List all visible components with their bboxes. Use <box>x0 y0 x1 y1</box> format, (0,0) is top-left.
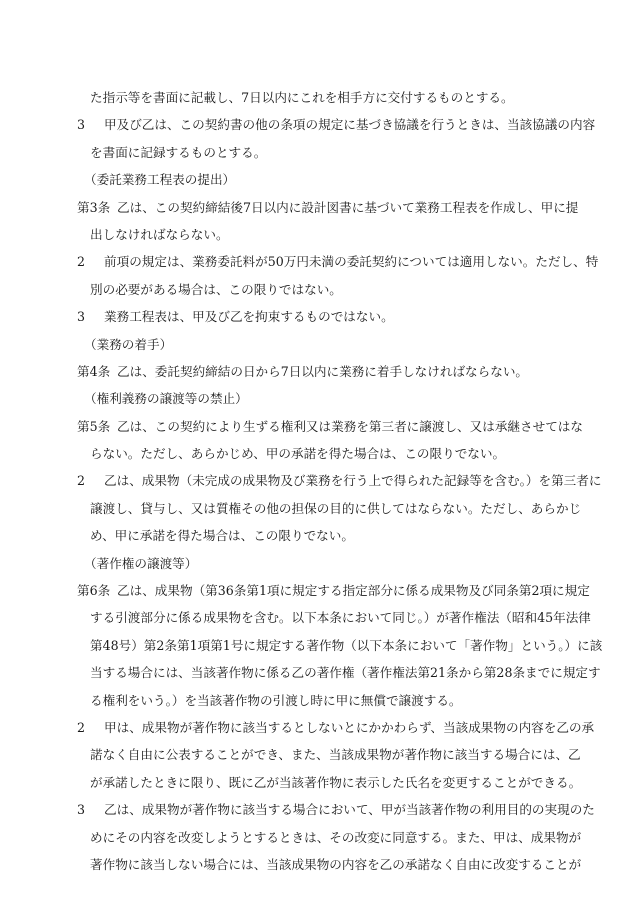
clause-item-line <box>0 467 630 494</box>
article-text: 乙は、成果物（第36条第1項に規定する指定部分に係る成果物及び同条第2項に規定 <box>117 583 590 599</box>
continuation-line: 譲渡し、貸与し、又は質権その他の担保の目的に供してはならない。ただし、あらかじ <box>90 500 582 516</box>
clause-text: 甲及び乙は、この契約書の他の条項の規定に基づき協議を行うときは、当該協議の内容 <box>104 117 596 133</box>
continuation-line: する引渡部分に係る成果物を含む。以下本条において同じ。）が著作権法（昭和45年法律 <box>90 610 591 626</box>
article-line <box>0 413 630 440</box>
article-label: 第6条 <box>77 583 111 599</box>
continuation-line: が承諾したときに限り、既に乙が当該著作物に表示した氏名を変更することができる。 <box>90 774 582 790</box>
continuation-line: を書面に記録するものとする。 <box>90 144 267 160</box>
continuation-line: 当する場合には、当該著作物に係る乙の著作権（著作権法第21条から第28条までに規定す <box>90 665 601 681</box>
continuation-line: 第48号）第2条第1項第1号に規定する著作物（以下本条において「著作物」という。）に該 <box>90 637 603 653</box>
article-heading: （著作権の譲渡等） <box>84 555 198 571</box>
clause-item-line <box>0 111 630 138</box>
article-text: 乙は、この契約により生ずる権利又は業務を第三者に譲渡し、又は承継させてはな <box>117 418 583 434</box>
article-label: 第4条 <box>77 363 111 379</box>
clause-text: 業務工程表は、甲及び乙を拘束するものではない。 <box>104 309 394 325</box>
continuation-line: た指示等を書面に記載し、7日以内にこれを相手方に交付するものとする。 <box>90 90 514 105</box>
continuation-line: 諾なく自由に公表することができ、また、当該成果物が著作物に該当する場合には、乙 <box>90 747 581 763</box>
continuation-line: 別の必要がある場合は、この限りではない。 <box>90 281 342 297</box>
article-text: 乙は、委託契約締結の日から7日以内に業務に着手しなければならない。 <box>117 363 529 379</box>
clause-number: 2 <box>77 719 86 735</box>
continuation-line: め、甲に承諾を得た場合は、この限りでない。 <box>90 528 354 544</box>
article-text: 乙は、この契約締結後7日以内に設計図書に基づいて業務工程表を作成し、甲に提 <box>117 199 579 215</box>
continuation-line: 出しなければならない。 <box>90 226 229 242</box>
clause-number: 3 <box>77 309 86 325</box>
article-heading: （委託業務工程表の提出） <box>84 172 236 188</box>
clause-item-line <box>0 796 630 823</box>
clause-text: 甲は、成果物が著作物に該当するとしないとにかかわらず、当該成果物の内容を乙の承 <box>104 719 595 735</box>
document-body <box>0 84 630 878</box>
article-label: 第5条 <box>77 418 111 434</box>
article-line <box>0 194 630 221</box>
clause-number: 2 <box>77 473 86 489</box>
article-heading: （権利義務の譲渡等の禁止） <box>84 391 248 407</box>
continuation-line: る権利をいう。）を当該著作物の引渡し時に甲に無償で譲渡する。 <box>90 692 462 708</box>
continuation-line: 著作物に該当しない場合には、当該成果物の内容を乙の承諾なく自由に改変することが <box>90 856 582 872</box>
clause-number: 3 <box>77 802 86 818</box>
continuation-line: めにその内容を改変しようとするときは、その改変に同意する。また、甲は、成果物が <box>90 829 582 845</box>
clause-number: 2 <box>77 254 86 270</box>
clause-item-line <box>0 714 630 741</box>
clause-item-line <box>0 303 630 330</box>
article-line <box>0 358 630 385</box>
article-line <box>0 577 630 604</box>
article-label: 第3条 <box>77 199 111 215</box>
clause-item-line <box>0 248 630 275</box>
clause-number: 3 <box>77 117 86 133</box>
clause-text: 前項の規定は、業務委託料が50万円未満の委託契約については適用しない。ただし、特 <box>104 254 599 270</box>
clause-text: 乙は、成果物が著作物に該当する場合において、甲が当該著作物の利用目的の実現のた <box>104 802 595 818</box>
article-heading: （業務の着手） <box>84 336 173 352</box>
clause-text: 乙は、成果物（未完成の成果物及び業務を行う上で得られた記録等を含む。）を第三者に <box>104 473 602 489</box>
continuation-line: らない。ただし、あらかじめ、甲の承諾を得た場合は、この限りでない。 <box>90 446 506 462</box>
